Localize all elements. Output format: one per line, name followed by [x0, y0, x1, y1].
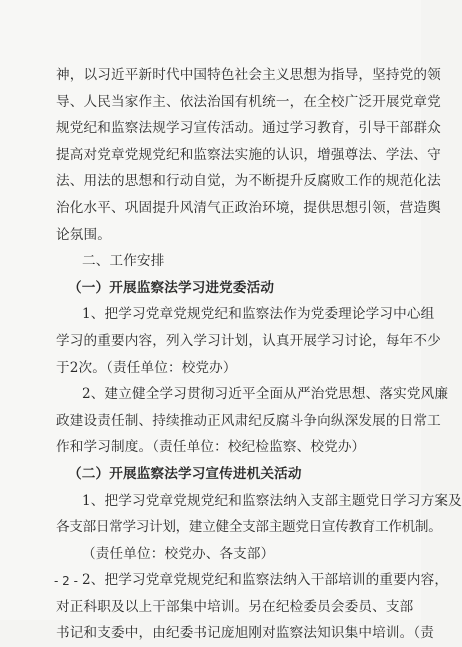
text-line: 导、人民当家作主、依法治国有机统一，在全校广泛开展党章党: [56, 93, 441, 110]
list-item: [56, 488, 462, 568]
text-line: 治化水平、巩固提升风清气正政治环境，提供思想引领，营造舆: [56, 199, 441, 216]
text-line: 各支部日常学习计划，建立健全支部主题党日宣传教育工作机制。: [56, 519, 442, 536]
list-item: [56, 381, 449, 461]
text-line: 神，以习近平新时代中国特色社会主义思想为指导，坚持党的领: [56, 67, 441, 83]
text-line: 作和学习制度。（责任单位：校纪检监察、校党办）: [56, 439, 366, 456]
text-line: 2、建立健全学习贯彻习近平全面从严治党思想、落实党风廉: [82, 386, 449, 403]
text-line: 1、把学习党章党规党纪和监察法作为党委理论学习中心组: [82, 306, 435, 323]
subsection-heading: （一）开展监察法学习进党委活动: [68, 279, 275, 296]
text-line: 于2次。（责任单位：校党办）: [56, 359, 237, 376]
text-line: 规党纪和监察法规学习宣传活动。通过学习教育，引导干部群众: [56, 120, 441, 137]
page-number: - 2 -: [54, 574, 78, 588]
document-body: [56, 62, 462, 647]
text-line: 政建设责任制、持续推动正风肃纪反腐斗争向纵深发展的日常工: [56, 412, 441, 429]
list-item: [56, 301, 441, 381]
text-line: 论氛围。: [56, 226, 111, 243]
text-line: 提高对党章党规党纪和监察法实施的认识，增强尊法、学法、守: [56, 146, 441, 163]
subsection-heading: （二）开展监察法学习宣传进机关活动: [68, 465, 302, 482]
text-line: 1、把学习党章党规党纪和监察法纳入支部主题党日学习方案及: [82, 492, 462, 509]
list-item: [56, 567, 449, 647]
text-line: 书记和支委中，由纪委书记庞旭刚对监察法知识集中培训。（责: [56, 625, 435, 642]
text-line: 对正科职及以上干部集中培训。另在纪检委员会委员、支部: [56, 598, 414, 615]
intro-paragraph: [56, 62, 441, 248]
text-line: 学习的重要内容，列入学习计划，认真开展学习讨论，每年不少: [56, 332, 441, 349]
text-line: （责任单位：校党办、各支部）: [82, 545, 275, 562]
section-heading: 二、工作安排: [82, 253, 165, 270]
text-line: 法、用法的思想和行动自觉，为不断提升反腐败工作的规范化法: [56, 173, 441, 190]
text-line: 2、把学习党章党规党纪和监察法纳入干部培训的重要内容，: [82, 572, 449, 589]
